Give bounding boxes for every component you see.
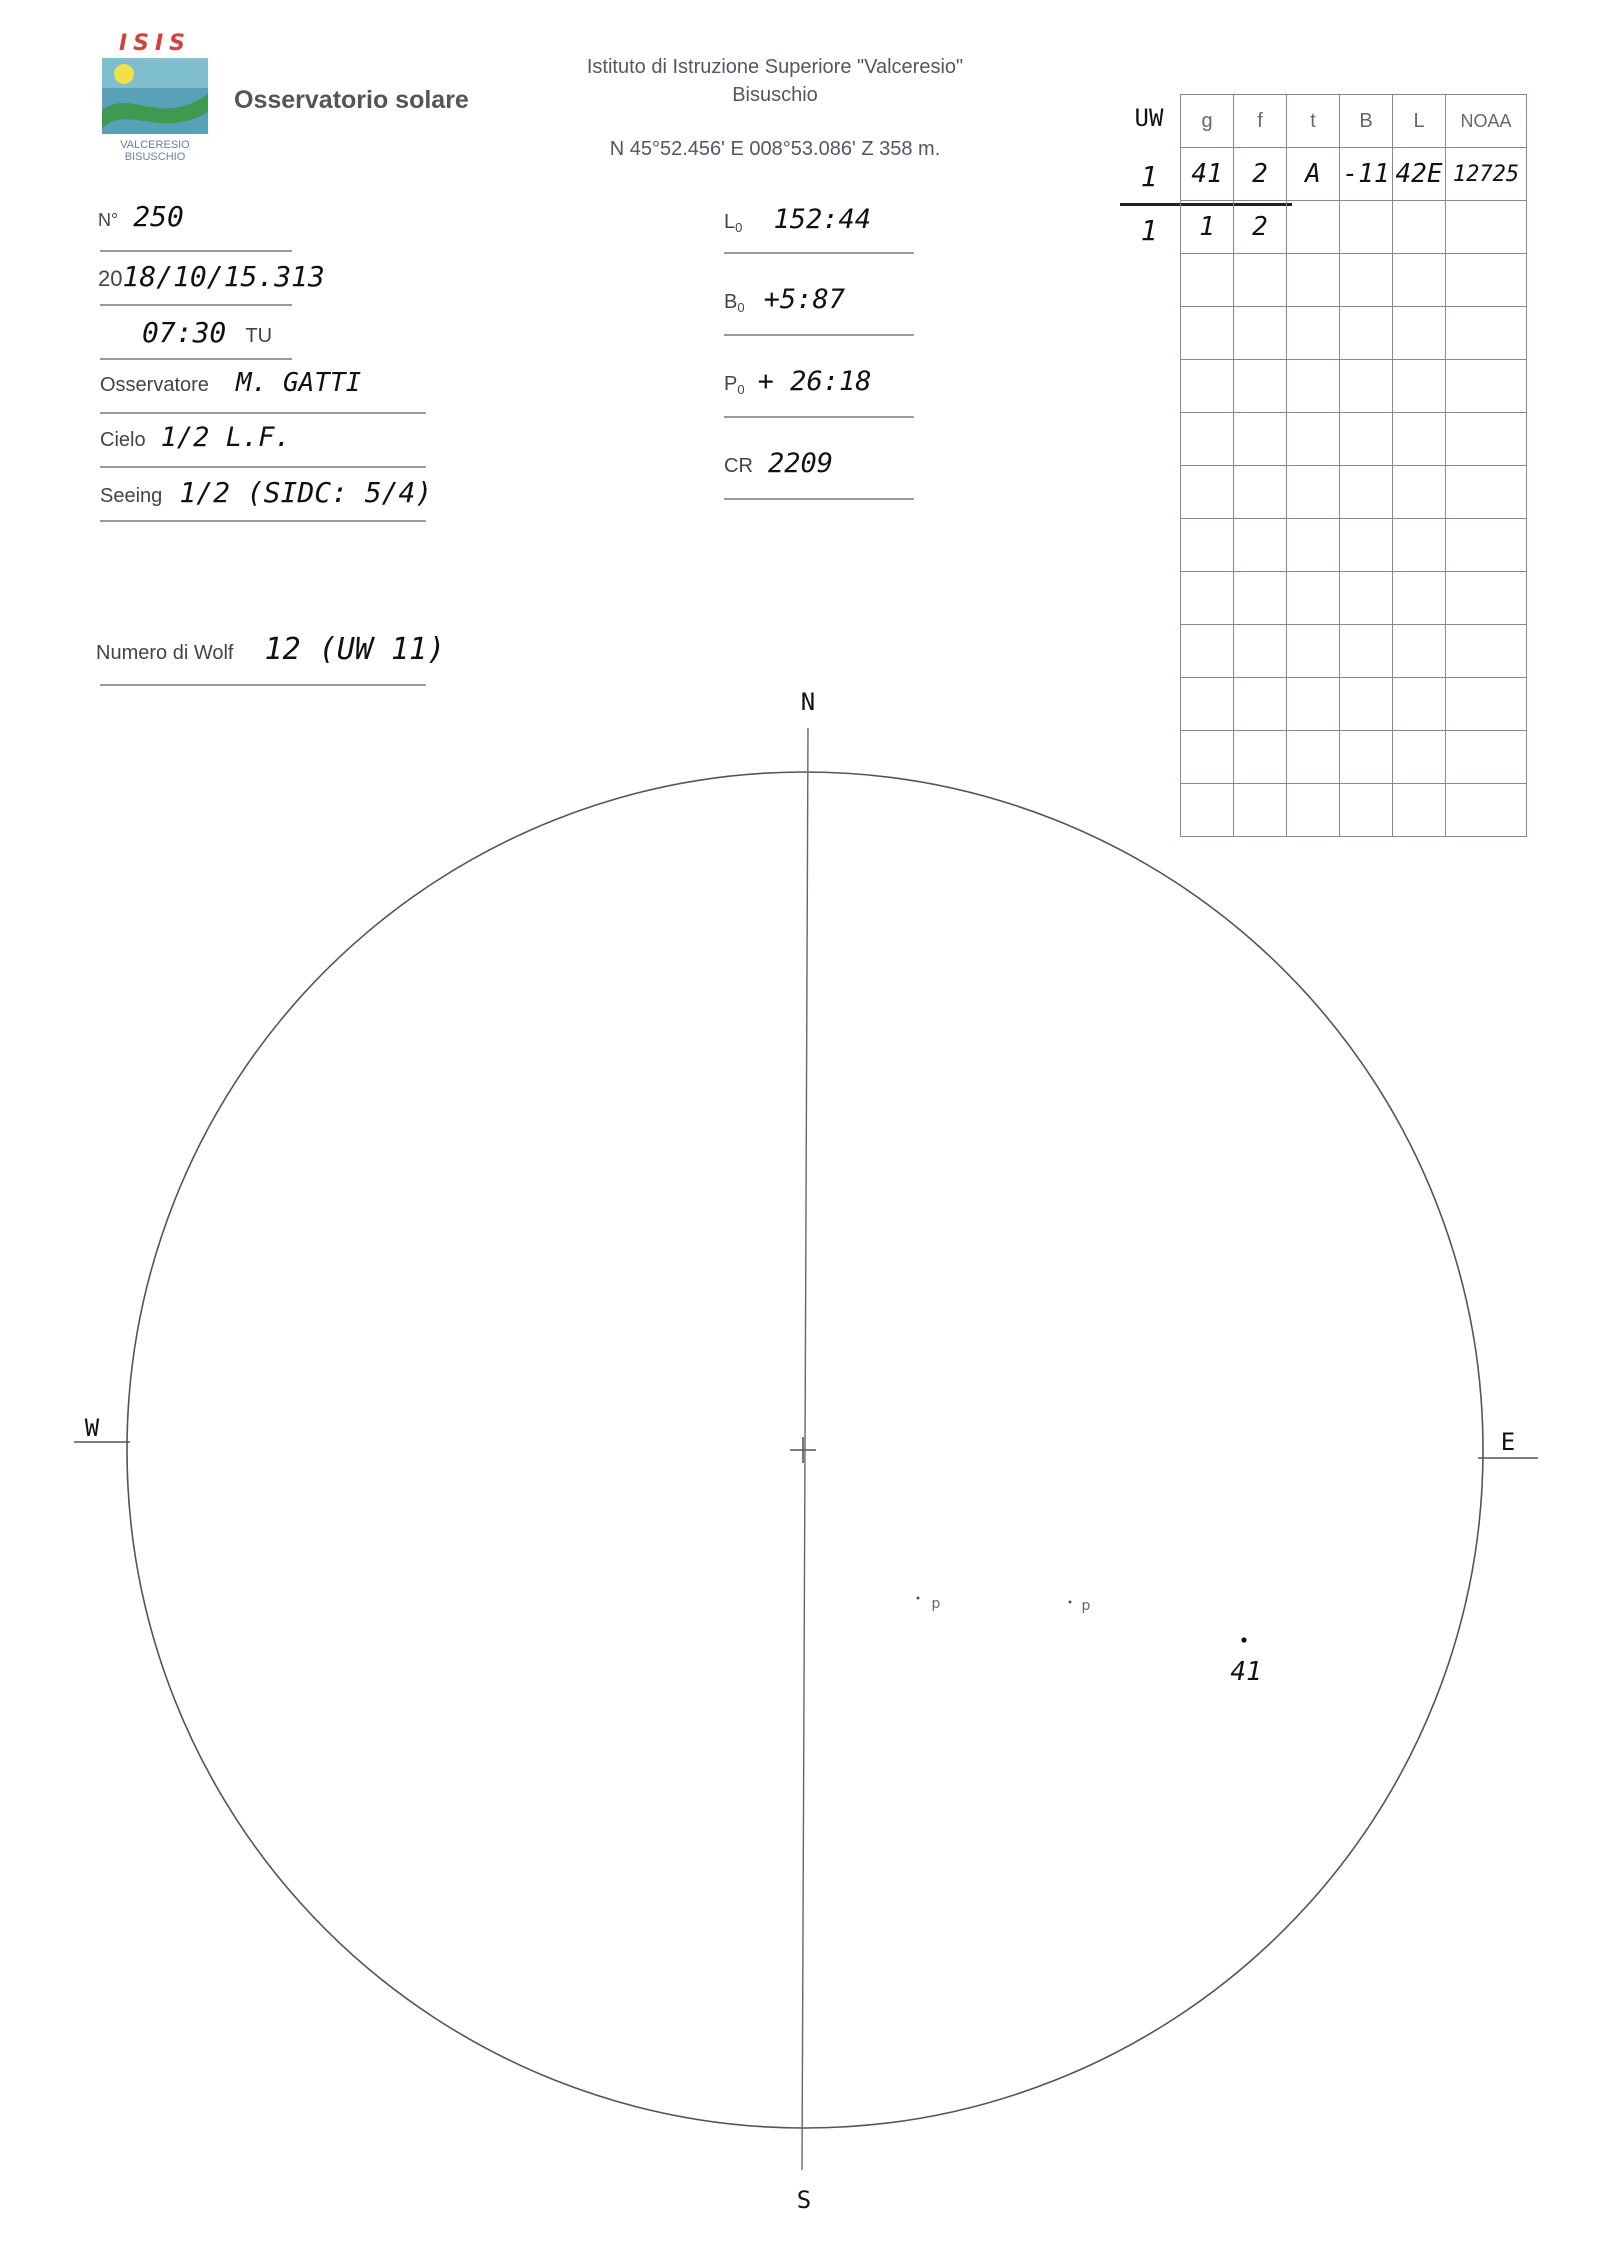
- seeing-value: 1/2 (SIDC: 5/4): [179, 476, 433, 509]
- sunspot-group-label: 41: [1230, 1657, 1262, 1687]
- grid-cell: 41: [1181, 148, 1234, 201]
- institute-name: Istituto di Istruzione Superiore "Valceresio": [586, 56, 964, 78]
- grid-cell: 2: [1234, 201, 1287, 254]
- sunspot-group-41: [1241, 1637, 1246, 1642]
- grid-cell: 1: [1181, 201, 1234, 254]
- south-label: S: [796, 2186, 812, 2214]
- p0-value: + 26:18: [757, 366, 872, 397]
- grid-cell: 2: [1234, 148, 1287, 201]
- wolf-label: Numero di Wolf: [96, 642, 234, 664]
- time-value: 07:30: [142, 316, 227, 349]
- uw-header: UW: [1134, 104, 1164, 132]
- cr-label: CR: [724, 455, 753, 477]
- l0-value: 152:44: [773, 204, 871, 235]
- north-label: N: [800, 688, 816, 716]
- faint-spot-2: [1069, 1601, 1072, 1604]
- p0-sub: 0: [737, 382, 745, 398]
- grid-header-cell: NOAA: [1446, 95, 1527, 148]
- b0-value: +5:87: [763, 284, 845, 315]
- number-label: N°: [98, 210, 119, 230]
- polarity-mark-1: p: [931, 1596, 941, 1612]
- sky-value: 1/2 L.F.: [160, 422, 291, 453]
- grid-cell: A: [1287, 148, 1340, 201]
- logo-sub-2: BISUSCHIO: [124, 151, 186, 162]
- l0-sub: 0: [735, 220, 743, 236]
- grid-header-cell: t: [1287, 95, 1340, 148]
- grid-header-cell: L: [1393, 95, 1446, 148]
- grid-cell: 12725: [1446, 148, 1527, 201]
- seeing-label: Seeing: [100, 485, 163, 507]
- grid-header-cell: B: [1340, 95, 1393, 148]
- logo-sub-1: VALCERESIO: [120, 139, 190, 151]
- uw-value-1: 1: [1140, 160, 1158, 193]
- polarity-mark-2: p: [1081, 1598, 1091, 1614]
- faint-spot-1: [917, 1597, 920, 1600]
- grid-header-cell: g: [1181, 95, 1234, 148]
- observatory-title: Osservatorio solare: [234, 86, 469, 114]
- observer-value: M. GATTI: [236, 368, 362, 398]
- sky-label: Cielo: [100, 429, 146, 451]
- west-label: W: [84, 1414, 100, 1442]
- date-value: 18/10/15.313: [122, 260, 325, 293]
- wolf-value: 12 (UW 11): [264, 632, 446, 667]
- grid-cell: 42E: [1393, 148, 1446, 201]
- p0-label: P: [724, 373, 738, 395]
- logo-text: ISIS: [118, 31, 192, 56]
- number-value: 250: [133, 200, 184, 233]
- east-label: E: [1500, 1428, 1516, 1456]
- uw-value-2: 1: [1140, 214, 1158, 247]
- cr-value: 2209: [767, 448, 834, 479]
- grid-header-cell: f: [1234, 95, 1287, 148]
- b0-sub: 0: [737, 300, 745, 316]
- time-unit: TU: [245, 325, 273, 347]
- observer-label: Osservatore: [100, 374, 209, 396]
- station-coordinates: N 45°52.456' E 008°53.086' Z 358 m.: [609, 138, 941, 160]
- institute-town: Bisuschio: [732, 84, 818, 106]
- l0-label: L: [724, 211, 736, 233]
- b0-label: B: [724, 291, 738, 313]
- grid-cell: -11: [1340, 148, 1393, 201]
- date-prefix: 20: [98, 266, 123, 291]
